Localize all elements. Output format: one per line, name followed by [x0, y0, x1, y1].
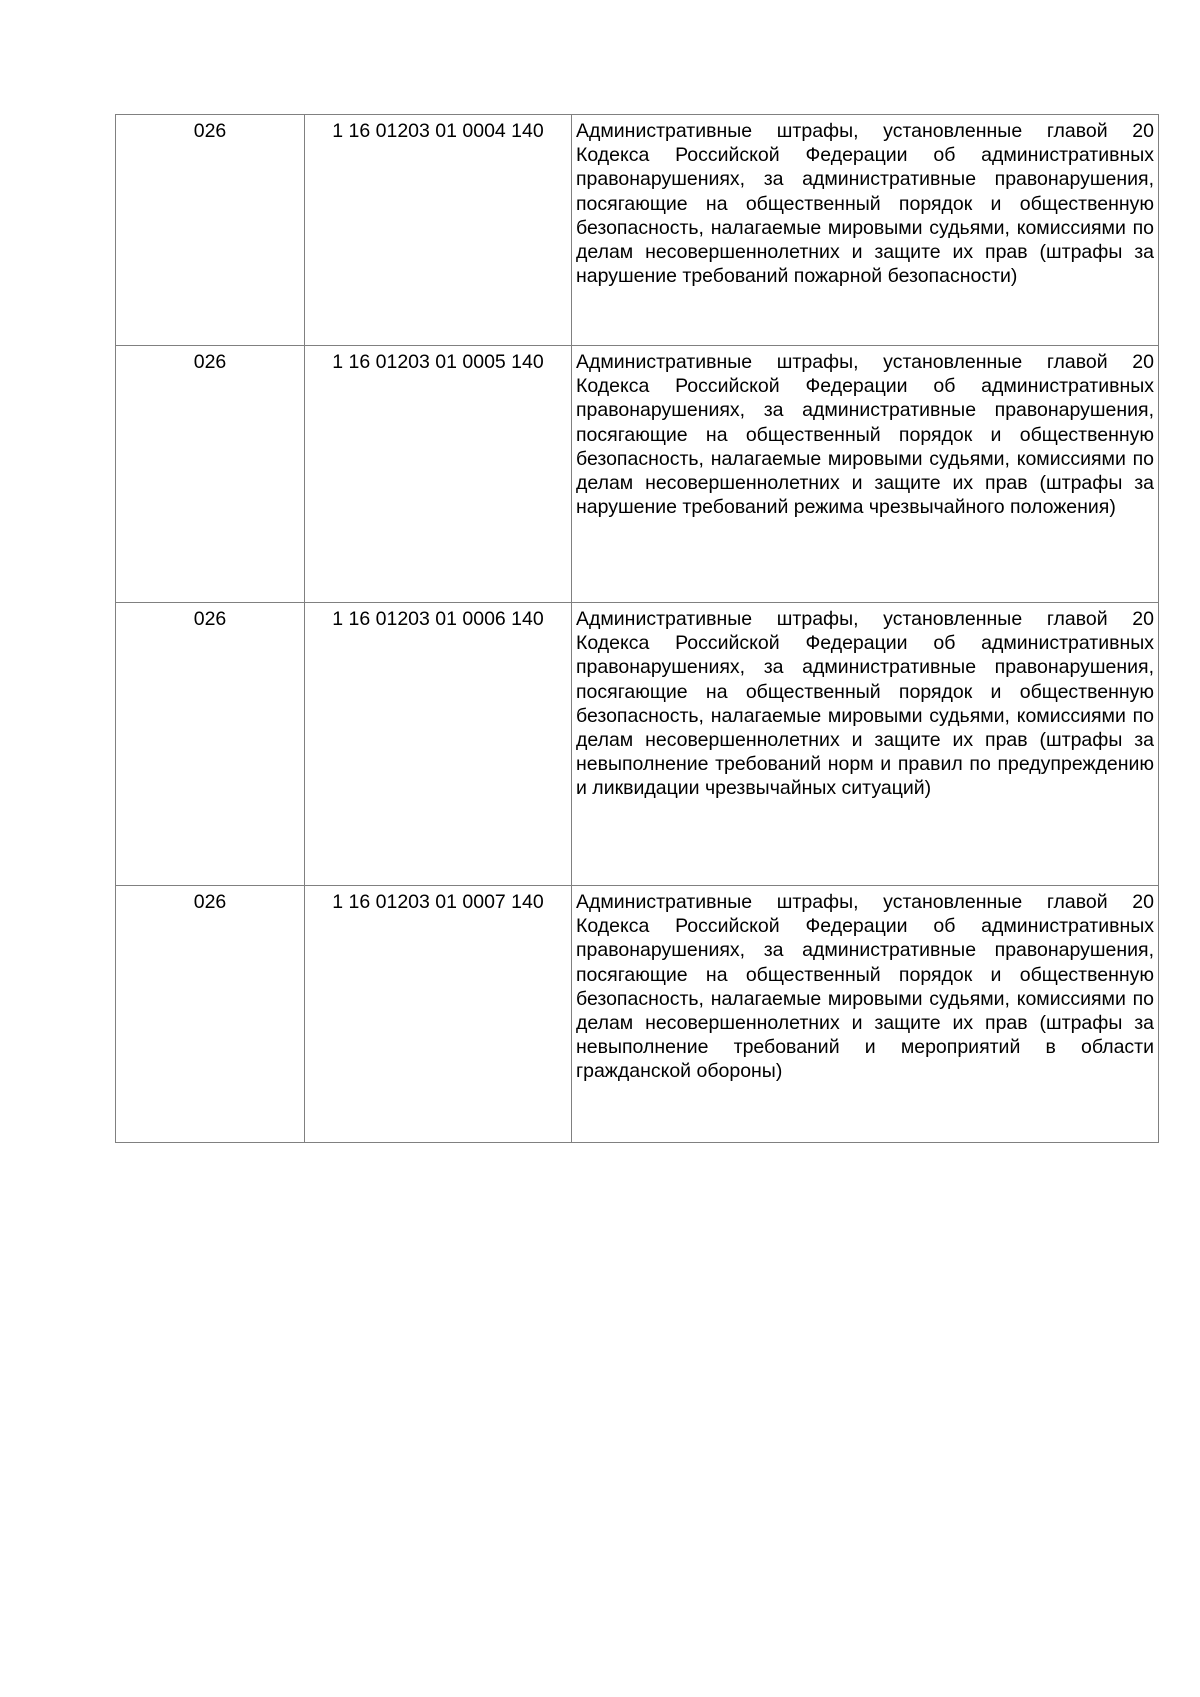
admin-code-cell: 026 — [116, 115, 305, 346]
table-row — [116, 346, 1159, 603]
description-cell: Административные штрафы, установленные главой 20 Кодекса Российской Федерации об административных правонарушениях, за административные правонарушения, посягающие на общественный порядок и общественную безопасность, налагаемые мировыми судьями, комиссиями по делам несовершеннолетних и защите их прав (штрафы за невыполнение требований норм и правил по предупреждению и ликвидации чрезвычайных ситуаций) — [572, 603, 1159, 886]
kbk-code-cell: 1 16 01203 01 0007 140 — [305, 886, 572, 1143]
table-row — [116, 603, 1159, 886]
admin-code-cell: 026 — [116, 603, 305, 886]
budget-code-table — [115, 114, 1159, 1143]
description-cell: Административные штрафы, установленные главой 20 Кодекса Российской Федерации об административных правонарушениях, за административные правонарушения, посягающие на общественный порядок и общественную безопасность, налагаемые мировыми судьями, комиссиями по делам несовершеннолетних и защите их прав (штрафы за нарушение требований пожарной безопасности) — [572, 115, 1159, 346]
kbk-code-cell: 1 16 01203 01 0006 140 — [305, 603, 572, 886]
kbk-code-cell: 1 16 01203 01 0005 140 — [305, 346, 572, 603]
kbk-code-cell: 1 16 01203 01 0004 140 — [305, 115, 572, 346]
description-cell: Административные штрафы, установленные главой 20 Кодекса Российской Федерации об административных правонарушениях, за административные правонарушения, посягающие на общественный порядок и общественную безопасность, налагаемые мировыми судьями, комиссиями по делам несовершеннолетних и защите их прав (штрафы за невыполнение требований и мероприятий в области гражданской обороны) — [572, 886, 1159, 1143]
table-row — [116, 886, 1159, 1143]
description-cell: Административные штрафы, установленные главой 20 Кодекса Российской Федерации об административных правонарушениях, за административные правонарушения, посягающие на общественный порядок и общественную безопасность, налагаемые мировыми судьями, комиссиями по делам несовершеннолетних и защите их прав (штрафы за нарушение требований режима чрезвычайного положения) — [572, 346, 1159, 603]
admin-code-cell: 026 — [116, 346, 305, 603]
table-row — [116, 115, 1159, 346]
admin-code-cell: 026 — [116, 886, 305, 1143]
